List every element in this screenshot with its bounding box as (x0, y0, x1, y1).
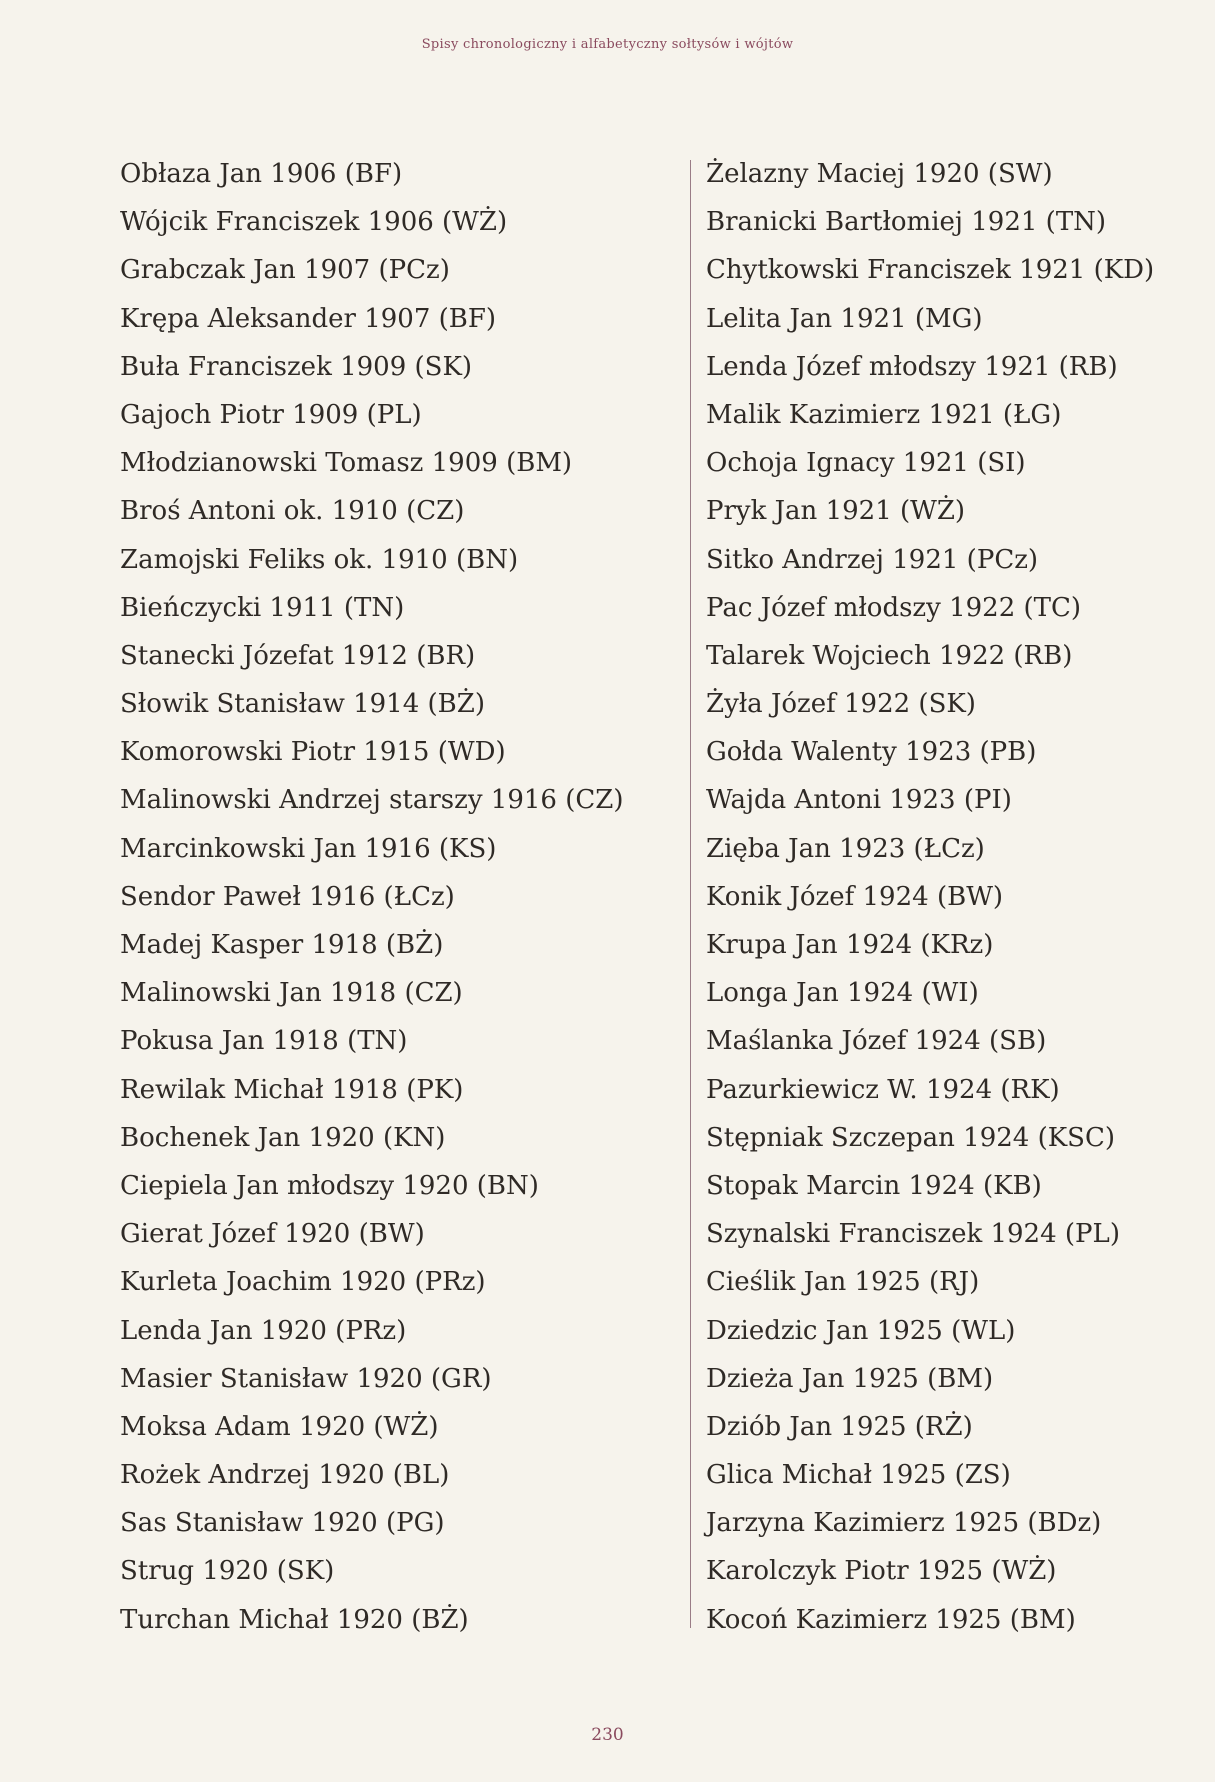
list-entry: Dziedzic Jan 1925 (WL) (706, 1315, 1016, 1346)
list-entry: Kurleta Joachim 1920 (PRz) (120, 1267, 486, 1298)
list-entry: Moksa Adam 1920 (WŻ) (120, 1411, 439, 1442)
left-column-list (120, 150, 623, 1644)
list-entry: Konik Józef 1924 (BW) (706, 881, 1004, 912)
list-entry: Marcinkowski Jan 1916 (KS) (120, 833, 497, 864)
list-entry: Krępa Aleksander 1907 (BF) (120, 303, 497, 334)
list-entry: Obłaza Jan 1906 (BF) (120, 159, 403, 189)
list-entry: Zamojski Feliks ok. 1910 (BN) (120, 544, 519, 575)
list-entry: Chytkowski Franciszek 1921 (KD) (706, 255, 1155, 286)
list-entry: Stanecki Józefat 1912 (BR) (120, 640, 476, 671)
list-entry: Glica Michał 1925 (ZS) (706, 1460, 1011, 1491)
list-entry: Dziób Jan 1925 (RŻ) (706, 1411, 973, 1442)
list-entry: Gajoch Piotr 1909 (PL) (120, 399, 422, 430)
list-entry: Karolczyk Piotr 1925 (WŻ) (706, 1556, 1057, 1587)
list-entry: Stępniak Szczepan 1924 (KSC) (706, 1122, 1116, 1153)
list-entry: Bochenek Jan 1920 (KN) (120, 1122, 446, 1153)
list-entry: Lenda Józef młodszy 1921 (RB) (706, 351, 1118, 382)
list-entry: Stopak Marcin 1924 (KB) (706, 1170, 1042, 1201)
list-entry: Malinowski Andrzej starszy 1916 (CZ) (120, 785, 624, 816)
list-entry: Żyła Józef 1922 (SK) (706, 689, 976, 720)
list-entry: Gierat Józef 1920 (BW) (120, 1219, 425, 1250)
list-entry: Malinowski Jan 1918 (CZ) (120, 978, 463, 1009)
list-entry: Kocoń Kazimierz 1925 (BM) (706, 1604, 1076, 1635)
list-entry: Pryk Jan 1921 (WŻ) (706, 496, 966, 527)
list-entry: Grabczak Jan 1907 (PCz) (120, 255, 450, 286)
list-entry: Malik Kazimierz 1921 (ŁG) (706, 399, 1062, 430)
list-entry: Gołda Walenty 1923 (PB) (706, 737, 1037, 768)
list-entry: Sitko Andrzej 1921 (PCz) (706, 544, 1039, 575)
list-entry: Zięba Jan 1923 (ŁCz) (706, 833, 985, 864)
list-entry: Cieślik Jan 1925 (RJ) (706, 1267, 980, 1298)
page-number: 230 (591, 1725, 624, 1745)
list-entry: Żelazny Maciej 1920 (SW) (706, 159, 1053, 189)
list-entry: Szynalski Franciszek 1924 (PL) (706, 1219, 1120, 1250)
running-header: Spisy chronologiczny i alfabetyczny sołtysów i wójtów (421, 37, 794, 52)
list-entry: Młodzianowski Tomasz 1909 (BM) (120, 448, 573, 479)
list-entry: Sas Stanisław 1920 (PG) (120, 1508, 445, 1539)
list-entry: Masier Stanisław 1920 (GR) (120, 1363, 492, 1394)
list-entry: Wajda Antoni 1923 (PI) (706, 785, 1012, 816)
list-entry: Ciepiela Jan młodszy 1920 (BN) (120, 1170, 539, 1201)
list-entry: Strug 1920 (SK) (120, 1556, 335, 1587)
list-entry: Branicki Bartłomiej 1921 (TN) (706, 207, 1107, 238)
list-entry: Słowik Stanisław 1914 (BŻ) (120, 689, 485, 720)
list-entry: Dzieża Jan 1925 (BM) (706, 1363, 994, 1394)
list-entry: Madej Kasper 1918 (BŻ) (120, 930, 444, 960)
list-entry: Komorowski Piotr 1915 (WD) (120, 737, 506, 768)
list-entry: Jarzyna Kazimierz 1925 (BDz) (706, 1508, 1102, 1539)
list-entry: Bieńczycki 1911 (TN) (120, 592, 405, 623)
list-entry: Buła Franciszek 1909 (SK) (120, 351, 473, 382)
list-entry: Rewilak Michał 1918 (PK) (120, 1074, 464, 1105)
list-entry: Lenda Jan 1920 (PRz) (120, 1315, 407, 1346)
list-entry: Pokusa Jan 1918 (TN) (120, 1026, 408, 1057)
column-divider (690, 160, 691, 1628)
list-entry: Maślanka Józef 1924 (SB) (706, 1026, 1047, 1057)
list-entry: Broś Antoni ok. 1910 (CZ) (120, 496, 465, 527)
list-entry: Turchan Michał 1920 (BŻ) (120, 1604, 469, 1635)
list-entry: Ochoja Ignacy 1921 (SI) (706, 448, 1026, 479)
list-entry: Wójcik Franciszek 1906 (WŻ) (120, 207, 508, 238)
list-entry: Pac Józef młodszy 1922 (TC) (706, 592, 1082, 623)
list-entry: Rożek Andrzej 1920 (BL) (120, 1460, 450, 1491)
right-column-list (706, 150, 1154, 1644)
list-entry: Longa Jan 1924 (WI) (706, 978, 979, 1009)
list-entry: Krupa Jan 1924 (KRz) (706, 930, 994, 960)
list-entry: Lelita Jan 1921 (MG) (706, 303, 983, 334)
list-entry: Pazurkiewicz W. 1924 (RK) (706, 1074, 1060, 1105)
list-entry: Talarek Wojciech 1922 (RB) (706, 640, 1073, 671)
list-entry: Sendor Paweł 1916 (ŁCz) (120, 881, 455, 912)
